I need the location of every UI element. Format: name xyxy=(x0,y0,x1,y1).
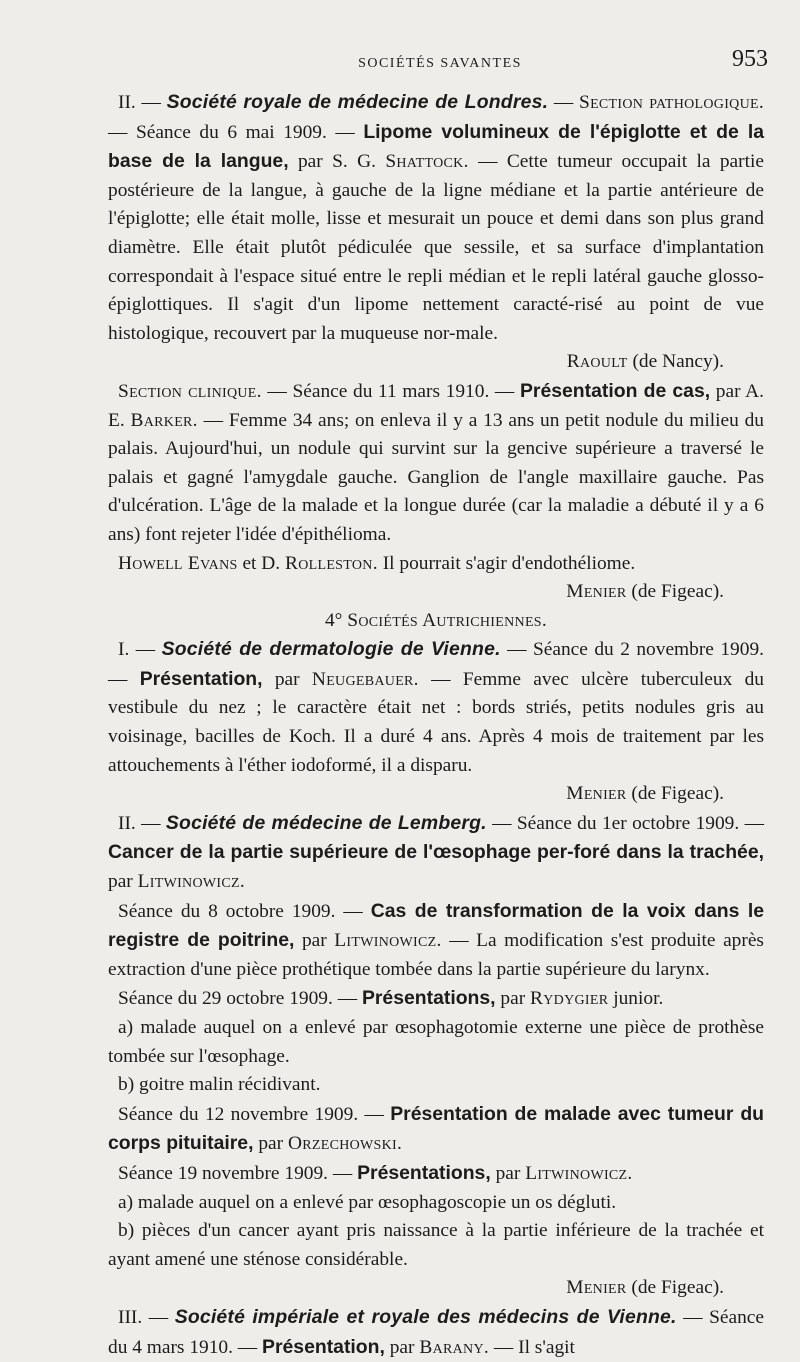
author-name: Shattock. xyxy=(385,151,469,173)
author-name: Section clinique. xyxy=(118,380,262,402)
case-title: Présentations, xyxy=(357,1161,491,1184)
author-name: Barker. xyxy=(130,409,198,431)
text-run: Séance du 8 octobre 1909. — xyxy=(118,900,371,922)
signature xyxy=(108,578,764,607)
case-title: Présentation, xyxy=(262,1335,385,1358)
signature xyxy=(108,1274,764,1303)
author-name: Rydygier xyxy=(530,988,609,1010)
society-name: Société de dermatologie de Vienne. xyxy=(161,638,501,661)
signature xyxy=(108,348,764,377)
paragraph xyxy=(108,1189,764,1218)
text-run: par xyxy=(262,668,312,690)
author-name: Orzechowski. xyxy=(287,1133,403,1155)
author-name: Section pathologique. xyxy=(578,92,764,113)
paragraph xyxy=(108,550,764,579)
text-run: — La modification s'est produite après extraction d'une pièce prothétique tombée dans la partie supérieure du larynx. xyxy=(108,930,764,980)
author-name: Sociétés Autrichiennes. xyxy=(347,609,548,631)
text-run: par xyxy=(294,930,335,952)
article-body xyxy=(108,88,764,1362)
text-run: (de Nancy). xyxy=(627,351,724,373)
signature xyxy=(108,780,764,809)
author-name: Litwinowicz. xyxy=(334,930,442,952)
society-name: Société impériale et royale des médecins de Vienne. xyxy=(174,1305,677,1328)
text-run: a) malade auquel on a enlevé par œsophagoscopie un os dégluti. xyxy=(118,1191,617,1213)
text-run: par xyxy=(108,871,138,893)
author-name: Litwinowicz. xyxy=(137,871,245,893)
text-run: — Cette tumeur occupait la partie postérieure de la langue, à gauche de la ligne médiane et la partie antérieure de l'épiglotte; elle était molle, lisse et mesurait un pouce et demi dans son plus grand diamètre. Elle était plutôt pédiculée que sessile, et sa surface d'implantation correspondait à l'espace situé entre le repli médian et le repli latéral gauche glosso-épiglottiques. Il s'agit d'un lipome nettement caracté-risé au point de vue histologique, recouvert par la muqueuse nor-male. xyxy=(108,151,764,344)
paragraph xyxy=(108,1303,764,1362)
page-header xyxy=(112,44,768,84)
case-title: Présentation, xyxy=(139,667,263,690)
author-name: Menier xyxy=(566,1277,627,1299)
text-run: — Séance du 1er octobre 1909. — xyxy=(486,812,764,834)
text-run: par xyxy=(384,1336,420,1358)
text-run: I. — xyxy=(118,639,162,661)
text-run: Séance du 29 octobre 1909. — xyxy=(118,988,362,1010)
text-run: (de Figeac). xyxy=(626,783,724,805)
author-name: Menier xyxy=(566,581,627,603)
text-run: Il pourrait s'agir d'endothéliome. xyxy=(377,552,636,574)
text-run: Séance du 12 novembre 1909. — xyxy=(118,1103,391,1125)
paragraph xyxy=(108,1159,764,1189)
paragraph xyxy=(108,88,764,348)
author-name: Rolleston. xyxy=(284,552,378,574)
text-run: — Séance du 2 novembre 1909. — xyxy=(108,639,764,690)
text-run: par S. G. xyxy=(288,151,386,173)
text-run: — Séance du 4 mars 1910. — xyxy=(108,1306,765,1358)
text-run: III. — xyxy=(118,1306,175,1328)
paragraph xyxy=(108,1100,764,1159)
paragraph xyxy=(108,1071,764,1100)
paragraph xyxy=(108,984,764,1014)
paragraph xyxy=(108,377,764,550)
text-run: II. — xyxy=(118,92,167,113)
author-name: Menier xyxy=(566,783,627,805)
text-run: par xyxy=(490,1162,526,1184)
text-run: — Séance du 6 mai 1909. — xyxy=(108,121,364,143)
case-title: Cancer de la partie supérieure de l'œsophage per-foré dans la trachée, xyxy=(108,841,764,864)
text-run: b) goitre malin récidivant. xyxy=(118,1074,321,1096)
running-title: SOCIÉTÉS SAVANTES xyxy=(358,56,522,71)
paragraph xyxy=(108,1217,764,1274)
text-run: — Il s'agit xyxy=(489,1336,575,1358)
text-run: par A. E. xyxy=(108,380,764,431)
case-title: Présentation de malade avec tumeur du corps pituitaire, xyxy=(108,1102,765,1155)
society-name: Société de médecine de Lemberg. xyxy=(165,811,487,834)
paragraph xyxy=(108,635,764,780)
text-run: — Femme 34 ans; on enleva il y a 13 ans un petit nodule du milieu du palais. Aujourd'hui, un nodule qui survint sur la gencive supérieure a traversé le palais et gagné l'amygdale gauche. Ganglion de l'angle maxillaire gauche. Pas d'ulcération. L'âge de la malade et la longue durée (car la maladie a débuté il y a 6 ans) font rejeter l'idée d'épithélioma. xyxy=(108,409,764,545)
paragraph xyxy=(108,897,764,985)
text-run: — xyxy=(548,92,579,113)
case-title: Présentations, xyxy=(361,987,496,1010)
case-title: Présentation de cas, xyxy=(519,379,711,402)
case-title: Cas de transformation de la voix dans le registre de poitrine, xyxy=(108,899,764,952)
text-run: a) malade auquel on a enlevé par œsophagotomie externe une pièce de prothèse tombée sur l'œsophage. xyxy=(108,1017,764,1067)
text-run: par xyxy=(253,1133,288,1155)
author-name: Howell Evans xyxy=(118,552,238,574)
section-heading xyxy=(108,607,764,636)
text-run: junior. xyxy=(608,988,664,1010)
author-name: Neugebauer. xyxy=(311,668,419,690)
author-name: Barany. xyxy=(419,1336,490,1358)
case-title: Lipome volumineux de l'épiglotte et de la base de la langue, xyxy=(108,120,764,173)
text-run: II. — xyxy=(118,812,166,834)
text-run: (de Figeac). xyxy=(626,581,724,603)
text-run: par xyxy=(495,988,531,1010)
text-run: (de Figeac). xyxy=(626,1277,724,1299)
text-run: — Femme avec ulcère tuberculeux du vestibule du nez ; le caractère était net : bords striés, petits nodules gris au voisinage, bacilles de Koch. Il a duré 4 ans. Après 4 mois de traitement par les attouchements à l'éther iodoformé, il a disparu. xyxy=(108,668,764,776)
author-name: Litwinowicz. xyxy=(525,1162,633,1184)
text-run: Séance 19 novembre 1909. — xyxy=(118,1162,358,1184)
paragraph xyxy=(108,809,764,897)
page-number: 953 xyxy=(732,46,768,72)
society-name: Société royale de médecine de Londres. xyxy=(166,91,549,113)
text-run: b) pièces d'un cancer ayant pris naissance à la partie inférieure de la trachée et ayant amené une sténose considérable. xyxy=(108,1220,764,1270)
text-run: et D. xyxy=(237,552,285,574)
paragraph xyxy=(108,1014,764,1071)
author-name: Raoult xyxy=(566,351,628,373)
text-run: 4° xyxy=(324,609,348,631)
text-run: — Séance du 11 mars 1910. — xyxy=(261,380,520,402)
